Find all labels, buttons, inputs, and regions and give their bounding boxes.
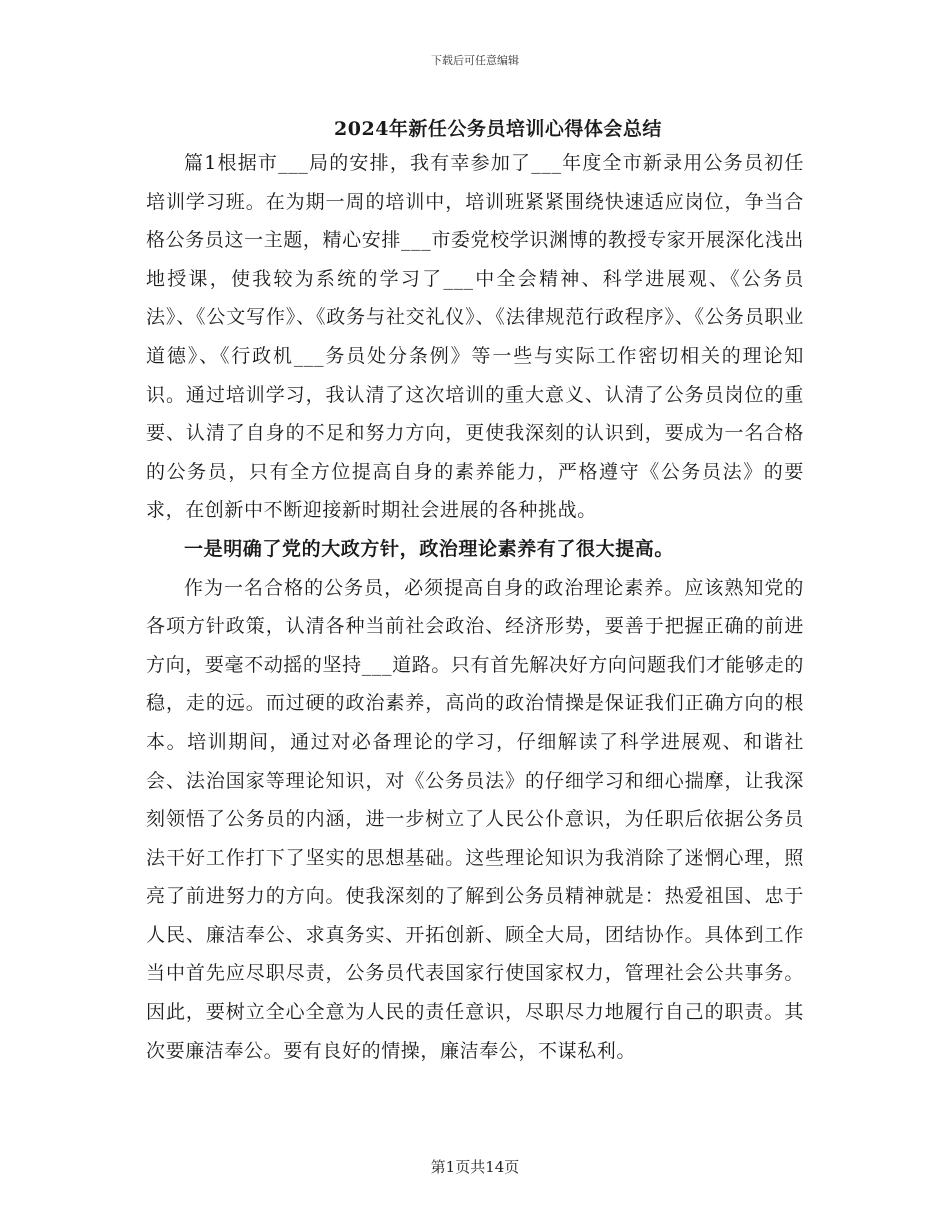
header-note: 下载后可任意编辑 (431, 54, 519, 67)
document-title: 2024年新任公务员培训心得体会总结 (334, 118, 662, 140)
paragraph-section-1: 作为一名合格的公务员，必须提高自身的政治理论素养。应该熟知党的各项方针政策，认清各种当前社会政治、经济形势，要善于把握正确的前进方向，要毫不动摇的坚持___道路。只有首先解决好方向问题我们才能够走的稳，走的远。而过硬的政治素养，高尚的政治情操是保证我们正确方向的根本。培训期间，通过对必备理论的学习，仔细解读了科学进展观、和谐社会、法治国家等理论知识，对《公务员法》的仔细学习和细心揣摩，让我深刻领悟了公务员的内涵，进一步树立了人民公仆意识，为任职后依据公务员法干好工作打下了坚实的思想基础。这些理论知识为我消除了迷惘心理，照亮了前进努力的方向。使我深刻的了解到公务员精神就是：热爱祖国、忠于人民、廉洁奉公、求真务实、开拓创新、顾全大局，团结协作。具体到工作当中首先应尽职尽责，公务员代表国家行使国家权力，管理社会公共事务。因此，要树立全心全意为人民的责任意识，尽职尽力地履行自己的职责。其次要廉洁奉公。要有良好的情操，廉洁奉公，不谋私利。 (146, 576, 804, 1062)
section-heading-1: 一是明确了党的大政方针，政治理论素养有了很大提高。 (184, 537, 675, 560)
paragraph-intro: 篇1根据市___局的安排，我有幸参加了___年度全市新录用公务员初任培训学习班。在为期一周的培训中，培训班紧紧围绕快速适应岗位，争当合格公务员这一主题，精心安排___市委党校学识渊博的教授专家开展深化浅出地授课，使我较为系统的学习了___中全会精神、科学进展观、《公务员法》、《公文写作》、《政务与社交礼仪》、《法律规范行政程序》、《公务员职业道德》、《行政机___务员处分条例》等一些与实际工作密切相关的理论知识。通过培训学习，我认清了这次培训的重大意义、认清了公务员岗位的重要、认清了自身的不足和努力方向，更使我深刻的认识到，要成为一名合格的公务员，只有全方位提高自身的素养能力，严格遵守《公务员法》的要求，在创新中不断迎接新时期社会进展的各种挑战。 (146, 152, 804, 522)
document-body (146, 144, 804, 1070)
page-number-footer: 第1页共14页 (430, 1158, 520, 1176)
